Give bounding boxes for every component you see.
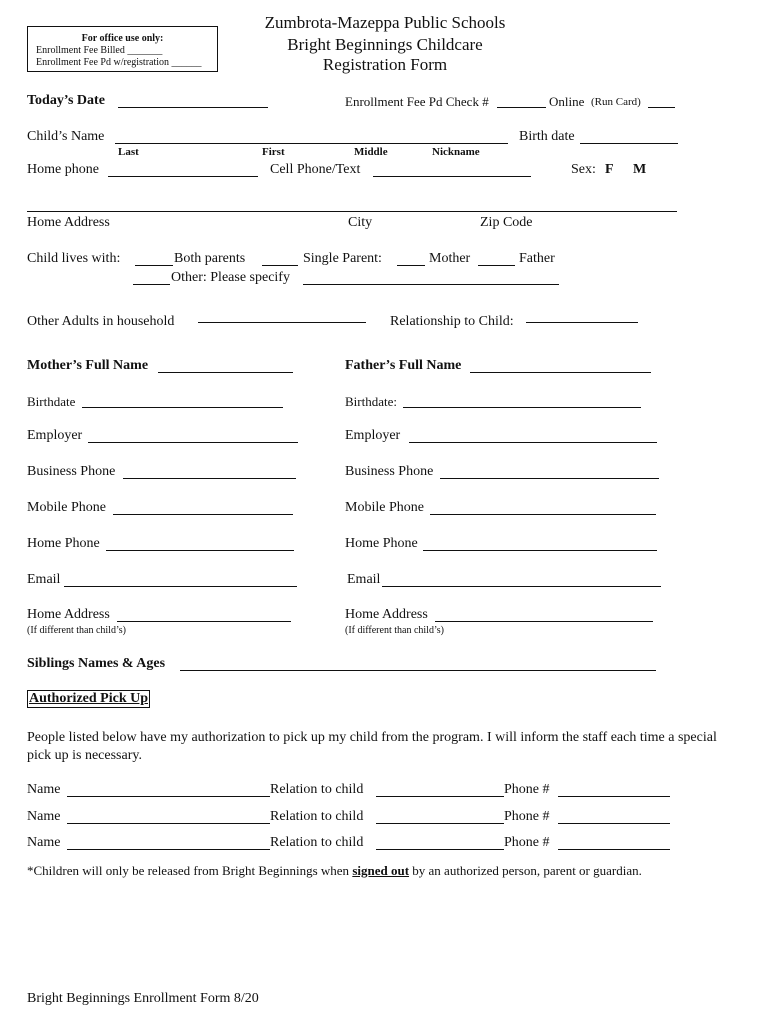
mother-name-input[interactable] (158, 372, 293, 373)
pickup-name-label-2: Name (27, 809, 61, 824)
sex-option-f[interactable]: F (605, 162, 614, 177)
sub-last: Last (118, 146, 139, 158)
release-note-emphasis: signed out (352, 863, 410, 878)
pickup-name-input-1[interactable] (67, 796, 270, 797)
father-birthdate-label: Birthdate: (345, 394, 397, 409)
school-name: Zumbrota-Mazeppa Public Schools (264, 13, 506, 32)
authorized-pickup-heading (27, 690, 150, 708)
birth-date-input[interactable] (580, 143, 678, 144)
fee-check-input[interactable] (497, 107, 546, 108)
pickup-relation-label-3: Relation to child (270, 835, 364, 850)
mother-birthdate-input[interactable] (82, 407, 283, 408)
both-parents-input[interactable] (135, 265, 173, 266)
pickup-relation-input-2[interactable] (376, 823, 504, 824)
single-parent-label: Single Parent: (303, 251, 382, 266)
mother-employer-label: Employer (27, 428, 83, 443)
father-address-note: (If different than child’s) (345, 625, 444, 636)
mother-home-address-input[interactable] (117, 621, 291, 622)
father-name-label: Father’s Full Name (345, 358, 462, 373)
authorization-paragraph: People listed below have my authorization to pick up my child from the program. I will inform the staff each time a special pick up is necessary. (27, 730, 717, 763)
father-input[interactable] (478, 265, 515, 266)
run-card-label: (Run Card) (591, 96, 641, 108)
home-phone-label: Home phone (27, 162, 99, 177)
mother-birthdate-label: Birthdate (27, 394, 76, 409)
other-specify-label: Other: Please specify (171, 270, 290, 285)
father-home-phone-input[interactable] (423, 550, 657, 551)
pickup-name-label-1: Name (27, 782, 61, 797)
lives-with-label: Child lives with: (27, 251, 121, 266)
father-employer-label: Employer (345, 428, 401, 443)
father-mobile-phone-label: Mobile Phone (345, 500, 424, 515)
mother-business-phone-input[interactable] (123, 478, 296, 479)
pickup-phone-input-2[interactable] (558, 823, 670, 824)
father-birthdate-input[interactable] (403, 407, 641, 408)
form-title: Registration Form (322, 55, 448, 74)
other-specify-input[interactable] (303, 284, 559, 285)
other-adults-label: Other Adults in household (27, 314, 175, 329)
mother-email-label: Email (27, 572, 61, 587)
mother-address-note: (If different than child’s) (27, 625, 126, 636)
mother-employer-input[interactable] (88, 442, 298, 443)
cell-phone-label: Cell Phone/Text (270, 162, 361, 177)
office-use-box (27, 26, 218, 72)
sub-middle: Middle (354, 146, 388, 158)
online-label: Online (549, 94, 585, 109)
pickup-phone-label-1: Phone # (504, 782, 550, 797)
pickup-relation-label-1: Relation to child (270, 782, 364, 797)
child-name-input[interactable] (115, 143, 508, 144)
city-label: City (348, 215, 373, 230)
mother-option-label: Mother (429, 251, 471, 266)
father-email-label: Email (347, 572, 381, 587)
father-name-input[interactable] (470, 372, 651, 373)
authorized-pickup-title: Authorized Pick Up (29, 691, 148, 706)
home-address-label: Home Address (27, 215, 110, 230)
mother-input[interactable] (397, 265, 425, 266)
mother-email-input[interactable] (64, 586, 297, 587)
mother-name-label: Mother’s Full Name (27, 358, 149, 373)
release-note-end: by an authorized person, parent or guardian. (412, 863, 642, 878)
pickup-phone-label-2: Phone # (504, 809, 550, 824)
pickup-name-input-3[interactable] (67, 849, 270, 850)
sub-nickname: Nickname (432, 146, 480, 158)
fee-billed-field: Enrollment Fee Billed _______ (36, 45, 163, 56)
office-use-title: For office use only: (81, 33, 164, 44)
child-name-label: Child’s Name (27, 129, 105, 144)
mother-business-phone-label: Business Phone (27, 464, 116, 479)
sub-first: First (262, 146, 285, 158)
father-home-phone-label: Home Phone (345, 536, 418, 551)
other-adults-input[interactable] (198, 322, 366, 323)
pickup-phone-input-1[interactable] (558, 796, 670, 797)
release-note-start: *Children will only be released from Bright Beginnings when (27, 863, 350, 878)
cell-phone-input[interactable] (373, 176, 531, 177)
home-address-input[interactable] (27, 211, 677, 212)
father-home-address-label: Home Address (345, 607, 428, 622)
program-name: Bright Beginnings Childcare (287, 35, 483, 54)
mother-mobile-phone-input[interactable] (113, 514, 293, 515)
footer-text: Bright Beginnings Enrollment Form 8/20 (27, 991, 259, 1006)
father-mobile-phone-input[interactable] (430, 514, 656, 515)
pickup-phone-label-3: Phone # (504, 835, 550, 850)
pickup-phone-input-3[interactable] (558, 849, 670, 850)
sex-label: Sex: (571, 162, 596, 177)
birth-date-label: Birth date (519, 129, 575, 144)
fee-check-label: Enrollment Fee Pd Check # (345, 94, 489, 109)
father-employer-input[interactable] (409, 442, 657, 443)
father-email-input[interactable] (382, 586, 661, 587)
pickup-relation-label-2: Relation to child (270, 809, 364, 824)
mother-home-phone-input[interactable] (106, 550, 294, 551)
fee-paid-field: Enrollment Fee Pd w/registration ______ (36, 57, 202, 68)
release-note (27, 863, 642, 879)
online-input[interactable] (648, 107, 675, 108)
mother-mobile-phone-label: Mobile Phone (27, 500, 106, 515)
mother-home-address-label: Home Address (27, 607, 110, 622)
todays-date-label: Today’s Date (27, 93, 105, 108)
relationship-input[interactable] (526, 322, 638, 323)
zip-label: Zip Code (480, 215, 533, 230)
father-business-phone-input[interactable] (440, 478, 659, 479)
both-parents-label: Both parents (174, 251, 246, 266)
siblings-label: Siblings Names & Ages (27, 656, 166, 671)
father-business-phone-label: Business Phone (345, 464, 434, 479)
single-parent-input[interactable] (262, 265, 298, 266)
pickup-relation-input-3[interactable] (376, 849, 504, 850)
pickup-name-label-3: Name (27, 835, 61, 850)
sex-option-m[interactable]: M (633, 162, 647, 177)
pickup-name-input-2[interactable] (67, 823, 270, 824)
siblings-input[interactable] (180, 670, 656, 671)
other-input[interactable] (133, 284, 170, 285)
mother-home-phone-label: Home Phone (27, 536, 100, 551)
relationship-label: Relationship to Child: (390, 314, 514, 329)
home-phone-input[interactable] (108, 176, 258, 177)
pickup-relation-input-1[interactable] (376, 796, 504, 797)
todays-date-input[interactable] (118, 107, 268, 108)
father-option-label: Father (519, 251, 555, 266)
father-home-address-input[interactable] (435, 621, 653, 622)
